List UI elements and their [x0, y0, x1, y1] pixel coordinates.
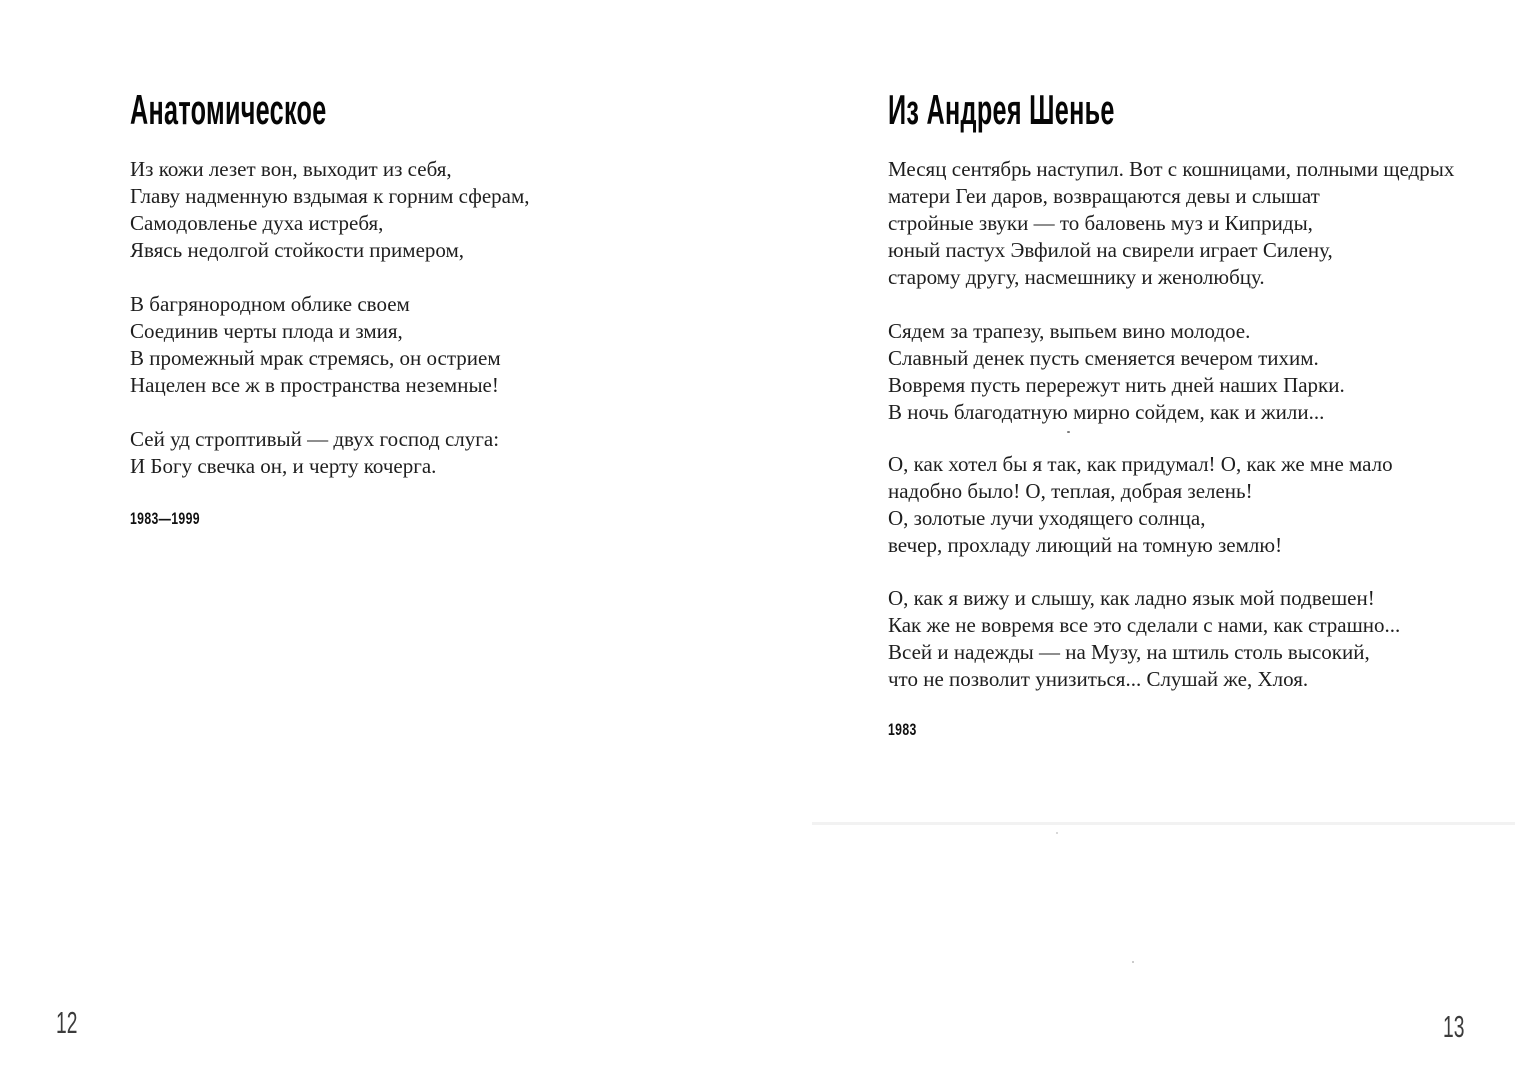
- poem-stanza: [888, 156, 1454, 291]
- page-number-left: 12: [56, 1005, 78, 1040]
- poem-title-left: Анатомическое: [130, 86, 327, 133]
- scan-artifact-speck: [1067, 431, 1070, 433]
- poem-line: Сядем за трапезу, выпьем вино молодое.: [888, 319, 1251, 343]
- poem-stanza: [888, 585, 1400, 693]
- poem-line: Как же не вовремя все это сделали с нами, как страшно...: [888, 613, 1401, 637]
- poem-line: О, как хотел бы я так, как придумал! О, как же мне мало: [888, 452, 1393, 476]
- scan-artifact-line: [812, 822, 1515, 825]
- poem-stanza: [888, 318, 1345, 426]
- poem-line: Главу надменную вздымая к горним сферам,: [130, 184, 530, 208]
- poem-line: надобно было! О, теплая, добрая зелень!: [888, 479, 1253, 503]
- poem-line: В ночь благодатную мирно сойдем, как и жили...: [888, 400, 1325, 424]
- poem-line: Самодовленье духа истребя,: [130, 211, 384, 235]
- poem-line: В промежный мрак стремясь, он острием: [130, 346, 501, 370]
- poem-title-right: Из Андрея Шенье: [888, 86, 1115, 133]
- poem-stanza: [130, 156, 530, 264]
- poem-date-right: 1983: [888, 720, 917, 739]
- poem-line: Всей и надежды — на Музу, на штиль столь высокий,: [888, 640, 1370, 664]
- poem-line: Нацелен все ж в пространства неземные!: [130, 373, 499, 397]
- scan-artifact-speck: [1056, 832, 1058, 834]
- page-left: [0, 0, 762, 1080]
- poem-line: что не позволит унизиться... Слушай же, Хлоя.: [888, 667, 1309, 691]
- poem-stanza: [888, 451, 1393, 559]
- poem-line: В багрянородном облике своем: [130, 292, 410, 316]
- poem-line: О, как я вижу и слышу, как ладно язык мой подвешен!: [888, 586, 1375, 610]
- poem-line: Вовремя пусть перережут нить дней наших Парки.: [888, 373, 1345, 397]
- poem-line: вечер, прохладу лиющий на томную землю!: [888, 533, 1283, 557]
- poem-line: Соединив черты плода и змия,: [130, 319, 403, 343]
- poem-line: Месяц сентябрь наступил. Вот с кошницами, полными щедрых: [888, 157, 1455, 181]
- poem-line: Славный денек пусть сменяется вечером тихим.: [888, 346, 1319, 370]
- page-number-right: 13: [1443, 1009, 1465, 1044]
- poem-line: юный пастух Эвфилой на свирели играет Силену,: [888, 238, 1333, 262]
- poem-line: матери Геи даров, возвращаются девы и слышат: [888, 184, 1320, 208]
- poem-line: Явясь недолгой стойкости примером,: [130, 238, 465, 262]
- poem-line: старому другу, насмешнику и женолюбцу.: [888, 265, 1265, 289]
- page-right: [762, 0, 1525, 1080]
- poem-date-left: 1983—1999: [130, 509, 200, 528]
- poem-line: О, золотые лучи уходящего солнца,: [888, 506, 1206, 530]
- scan-artifact-speck: [1132, 961, 1134, 963]
- poem-line: Сей уд строптивый — двух господ слуга:: [130, 427, 500, 451]
- poem-line: И Богу свечка он, и черту кочерга.: [130, 454, 437, 478]
- poem-line: Из кожи лезет вон, выходит из себя,: [130, 157, 452, 181]
- poem-stanza: [130, 426, 499, 480]
- poem-stanza: [130, 291, 501, 399]
- poem-line: стройные звуки — то баловень муз и Киприды,: [888, 211, 1313, 235]
